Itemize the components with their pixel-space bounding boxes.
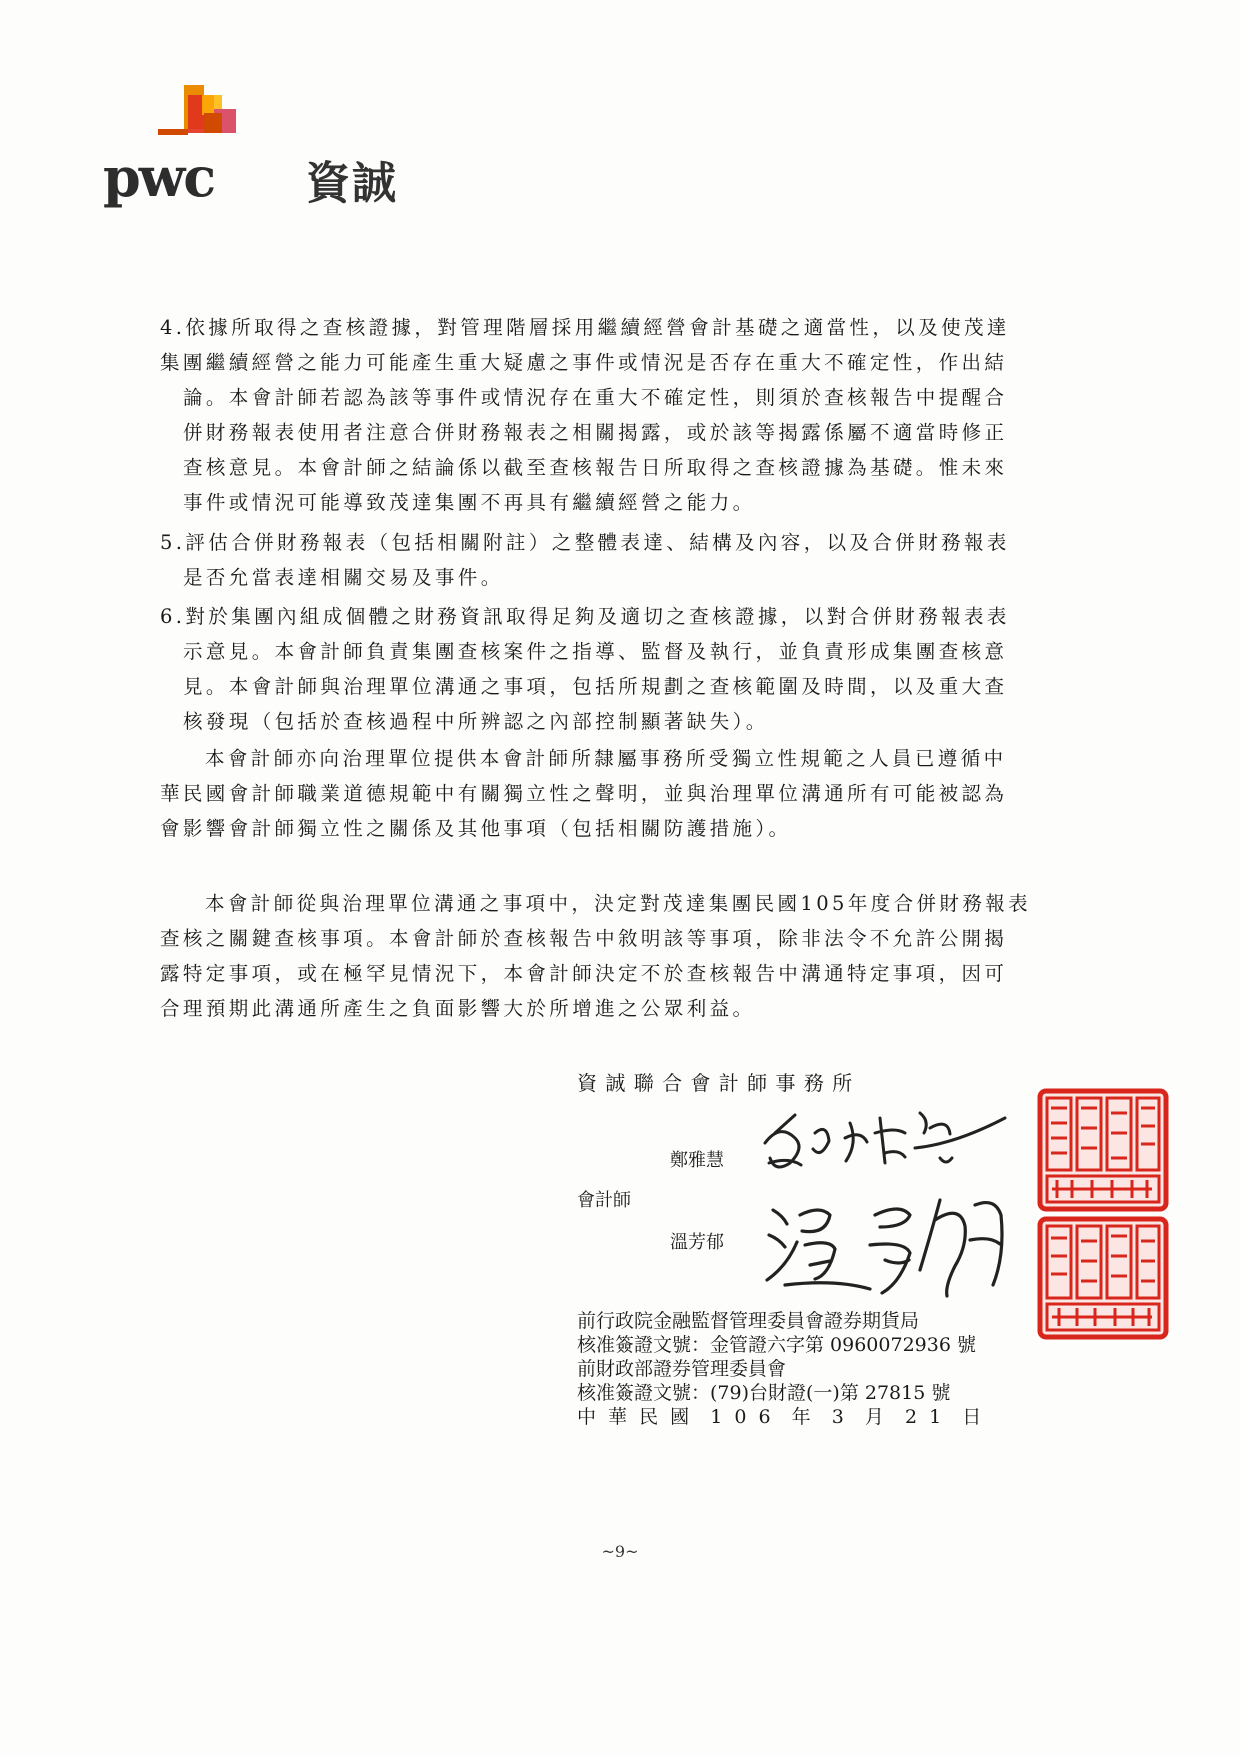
accountant-role-label: 會計師 bbox=[577, 1190, 631, 1211]
body-line: 核發現（包括於查核過程中所辨認之內部控制顯著缺失）。 bbox=[183, 710, 769, 733]
seal-2-graphic bbox=[1037, 1216, 1169, 1340]
body-line: 華民國會計師職業道德規範中有關獨立性之聲明，並與治理單位溝通所有可能被認為 bbox=[160, 782, 1008, 805]
body-line: 見。本會計師與治理單位溝通之事項，包括所規劃之查核範圍及時間，以及重大查 bbox=[183, 675, 1008, 698]
report-date: 中 華 民 國 1 0 6 年 3 月 2 1 日 bbox=[577, 1406, 985, 1428]
registration-line: 核准簽證文號：(79)台財證(一)第 27815 號 bbox=[577, 1382, 951, 1404]
body-line: 示意見。本會計師負責集團查核案件之指導、監督及執行，並負責形成集團查核意 bbox=[183, 640, 1008, 663]
official-seal-2 bbox=[1037, 1216, 1169, 1340]
body-line: 併財務報表使用者注意合併財務報表之相關揭露，或於該等揭露係屬不適當時修正 bbox=[183, 421, 1008, 444]
body-line: 論。本會計師若認為該等事件或情況存在重大不確定性，則須於查核報告中提醒合 bbox=[183, 386, 1008, 409]
body-line: 會影響會計師獨立性之關係及其他事項（包括相關防護措施）。 bbox=[160, 817, 792, 840]
body-line: 合理預期此溝通所產生之負面影響大於所增進之公眾利益。 bbox=[160, 997, 756, 1020]
pwc-wordmark: pwc bbox=[103, 145, 215, 209]
official-seal-1 bbox=[1037, 1088, 1169, 1212]
body-line: 本會計師亦向治理單位提供本會計師所隸屬事務所受獨立性規範之人員已遵循中 bbox=[205, 747, 1007, 770]
seal-1-graphic bbox=[1037, 1088, 1169, 1212]
body-line: 事件或情況可能導致茂達集團不再具有繼續經營之能力。 bbox=[183, 491, 756, 514]
handwritten-signature-2 bbox=[765, 1190, 1035, 1300]
firm-name-cn: 資誠 bbox=[306, 158, 398, 209]
accountant-name-2: 溫芳郁 bbox=[670, 1232, 724, 1253]
body-line: 是否允當表達相關交易及事件。 bbox=[183, 566, 504, 589]
body-line: 查核意見。本會計師之結論係以截至查核報告日所取得之查核證據為基礎。惟未來 bbox=[183, 456, 1008, 479]
body-line: 4.依據所取得之查核證據，對管理階層採用繼續經營會計基礎之適當性，以及使茂達 bbox=[160, 316, 1010, 339]
body-line: 5.評估合併財務報表（包括相關附註）之整體表達、結構及內容，以及合併財務報表 bbox=[160, 531, 1010, 554]
pwc-logo-mark bbox=[158, 85, 248, 145]
handwritten-signature-1 bbox=[755, 1103, 1025, 1193]
registration-line: 核准簽證文號：金管證六字第 0960072936 號 bbox=[577, 1334, 976, 1356]
body-line: 6.對於集團內組成個體之財務資訊取得足夠及適切之查核證據，以對合併財務報表表 bbox=[160, 605, 1010, 628]
pwc-logo bbox=[103, 85, 433, 215]
page-number: ~9~ bbox=[601, 1542, 639, 1561]
accountant-name-1: 鄭雅慧 bbox=[670, 1150, 724, 1171]
body-line: 露特定事項，或在極罕見情況下，本會計師決定不於查核報告中溝通特定事項，因可 bbox=[160, 962, 1008, 985]
body-line: 本會計師從與治理單位溝通之事項中，決定對茂達集團民國105年度合併財務報表 bbox=[205, 892, 1032, 915]
registration-line: 前行政院金融監督管理委員會證券期貨局 bbox=[577, 1310, 920, 1332]
body-line: 集團繼續經營之能力可能產生重大疑慮之事件或情況是否存在重大不確定性，作出結 bbox=[160, 351, 1008, 374]
registration-line: 前財政部證券管理委員會 bbox=[577, 1358, 787, 1380]
firm-name-full: 資 誠 聯 合 會 計 師 事 務 所 bbox=[577, 1071, 854, 1095]
body-line: 查核之關鍵查核事項。本會計師於查核報告中敘明該等事項，除非法令不允許公開揭 bbox=[160, 927, 1008, 950]
